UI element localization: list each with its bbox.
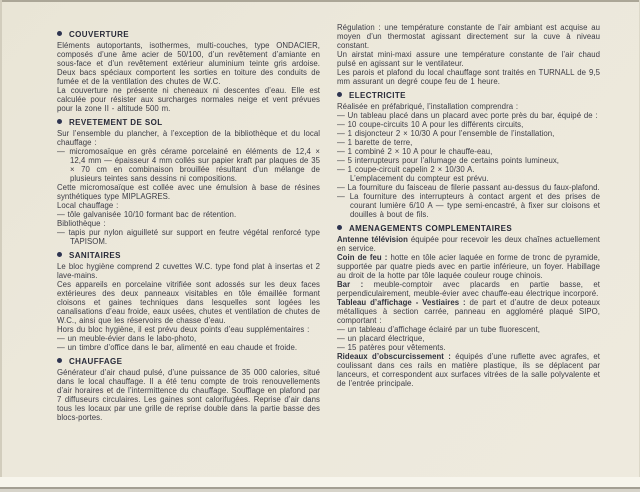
list-item: — 10 coupe-circuits 10 A pour les différents circuits, [337, 120, 524, 129]
section-heading [337, 224, 600, 234]
bullet-icon [57, 358, 62, 363]
list-item: — Un tableau placé dans un placard avec porte près du bar, équipé de : [337, 111, 598, 120]
list-item: — La fourniture des interrupteurs à contact argent et des prises de courant lumière 6/10 A — type semi-encastré, à fixer sur cloisons et douilles à bout de fils. [337, 192, 600, 219]
bullet-icon [337, 225, 342, 230]
list-item: — 15 patères pour vêtements. [337, 343, 446, 352]
paragraph [337, 280, 600, 298]
paragraph [337, 253, 600, 280]
section-heading [57, 118, 320, 128]
section-sanitaires [57, 251, 320, 352]
paragraph [337, 352, 600, 388]
scan-edge-top [0, 0, 640, 2]
section-title: SANITAIRES [69, 251, 121, 260]
section-heading [57, 251, 320, 261]
paragraph-text: meuble-comptoir avec placards en partie basse, et perpendiculairement, meuble-évier avec chauffe-eau électrique incorporé. [337, 280, 600, 298]
list-item: — un meuble-évier dans le labo-photo, [57, 334, 197, 343]
paragraph-lead: Coin de feu : [337, 253, 388, 262]
paragraph: Régulation : une température constante de l’air ambiant est acquise au moyen d’un thermostat agissant directement sur la cuve à niveau constant. [337, 23, 600, 50]
section-chauffage-continued [337, 23, 600, 86]
paragraph: Réalisée en préfabriqué, l’installation comprendra : [337, 102, 519, 111]
paragraph-text: équipée pour recevoir les deux chaînes actuellement en service. [337, 235, 600, 253]
paragraph-lead: Rideaux d’obscurcissement : [337, 352, 451, 361]
list-item: — un tableau d’affichage éclairé par un tube fluorescent, [337, 325, 540, 334]
list-item: — 5 interrupteurs pour l’allumage de certains points lumineux, [337, 156, 559, 165]
section-title: REVETEMENT DE SOL [69, 118, 163, 127]
list-item: — tapis pur nylon aiguilleté sur support en feutre végétal renforcé type TAPISOM. [57, 228, 320, 246]
section-title: CHAUFFAGE [69, 357, 123, 366]
paragraph: Bibliothèque : [57, 219, 106, 228]
paragraph: Ces appareils en porcelaine vitrifiée sont adossés sur les deux faces extérieures des deux panneaux visitables en tôle émaillée formant cloisons et gaines techniques dans lesquelles sont logées les canalisations d’eau froide, eaux usées, chutes et ventilation de chutes de W.C., ainsi que les réservoirs de chasse d’eau. [57, 280, 320, 325]
paragraph: Cette micromosaïque est collée avec une émulsion à base de résines synthétiques type MIPLAGRES. [57, 183, 320, 201]
section-heading [337, 91, 600, 101]
scan-edge-left [0, 0, 2, 477]
section-title: ELECTRICITE [349, 91, 406, 100]
paragraph-text: hotte en tôle acier laquée en forme de tronc de pyramide, supportée par quatre pieds avec en partie inférieure, un foyer. Habillage au droit de la hotte par tôle laquée couleur rouge chinois. [337, 253, 600, 280]
paragraph: Générateur d’air chaud pulsé, d’une puissance de 35 000 calories, situé dans le local chauffage. Il a été tenu compte de trois renouvellements d’air horaires et de l’intermittence du chauffage. Soufflage en plafond par 7 diffuseurs circulaires. Les gaines sont calorifugées. Reprise d’air dans tous les locaux par une grille de reprise double dans la partie basse des blocs-portes. [57, 368, 320, 422]
bullet-icon [57, 31, 62, 36]
section-couverture [57, 30, 320, 113]
bullet-icon [57, 252, 62, 257]
paragraph [337, 298, 600, 325]
section-heading [57, 30, 320, 40]
list-item: — un timbre d’office dans le bar, alimenté en eau chaude et froide. [57, 343, 298, 352]
section-electricite [337, 91, 600, 219]
paragraph: Le bloc hygiène comprend 2 cuvettes W.C. type fond plat à insertas et 2 lave-mains. [57, 262, 320, 280]
list-item: — un placard électrique, [337, 334, 425, 343]
paragraph-lead: Tableau d’affichage - Vestiaires : [337, 298, 466, 307]
scan-edge-bottom-band [0, 477, 640, 487]
bullet-icon [57, 119, 62, 124]
paragraph: Un airstat mini-maxi assure une température constante de l’air chaud pulsé en agissant sur le ventilateur. [337, 50, 600, 68]
paragraph: Hors du bloc hygiène, il est prévu deux points d’eau supplémentaires : [57, 325, 310, 334]
list-item: — micromosaïque en grès cérame porcelainé en éléments de 12,4 × 12,4 mm — épaisseur 4 mm collés sur papier kraft par plaques de 35 × 70 cm en combinaison brouillée résultant d’un mélange de plusieurs teintes sans dessins ni compositions. [57, 147, 320, 183]
list-item: — 1 combiné 2 × 10 A pour le chauffe-eau, [337, 147, 493, 156]
section-title: AMENAGEMENTS COMPLEMENTAIRES [349, 224, 513, 233]
paragraph: L’emplacement du compteur est prévu. [350, 174, 489, 183]
list-item: — 1 barette de terre, [337, 138, 413, 147]
left-column [57, 30, 320, 422]
paragraph [337, 235, 600, 253]
list-item: — 1 disjoncteur 2 × 10/30 A pour l’ensemble de l’installation, [337, 129, 555, 138]
paragraph: Les parois et plafond du local chauffage sont traités en TURNALL de 9,5 mm assurant un degré coupe feu de 1 heure. [337, 68, 600, 86]
section-revetement-de-sol [57, 118, 320, 246]
bullet-icon [337, 92, 342, 97]
list-item: — tôle galvanisée 10/10 formant bac de rétention. [57, 210, 237, 219]
section-heading [57, 357, 320, 367]
section-title: COUVERTURE [69, 30, 130, 39]
section-amenagements-complementaires [337, 224, 600, 388]
paragraph-lead: Bar : [337, 280, 364, 289]
right-column [337, 23, 600, 388]
paragraph-text: équipés d’une ruflette avec agrafes, et coulissant dans ces rails en matière plastique, ils se déplacent par lanceurs, et correspondent aux surfaces vitrées de la salle polyvalente et de l’entrée principale. [337, 352, 601, 388]
paragraph: Sur l’ensemble du plancher, à l’exception de la bibliothèque et du local chauffage : [57, 129, 320, 147]
section-chauffage [57, 357, 320, 422]
list-item: — La fourniture du faisceau de filerie passant au-dessus du faux-plafond. [337, 183, 600, 192]
paragraph: La couverture ne présente ni cheneaux ni descentes d’eau. Elle est calculée pour résister aux surcharges normales neige et vent prévues pour la zone II - altitude 500 m. [57, 86, 320, 113]
paragraph: Local chauffage : [57, 201, 119, 210]
list-item: — 1 coupe-circuit capelin 2 × 10/30 A. [337, 165, 475, 174]
paragraph: Eléments autoportants, isothermes, multi-couches, type ONDACIER, composés d’une âme acier de 50/100, d’un revêtement d’amiante en sous-face et d’un revêtement extérieur aluminium teinte gris ardoise. Deux bacs spéciaux comportent les sorties en toiture des conduits de fumée et de la ventilation des chutes de W.C. [57, 41, 320, 86]
paragraph-text: de part et d’autre de deux poteaux métalliques à section carrée, panneau en aggloméré plaqué SIPO, comportant : [337, 298, 600, 325]
paragraph-lead: Antenne télévision [337, 235, 408, 244]
